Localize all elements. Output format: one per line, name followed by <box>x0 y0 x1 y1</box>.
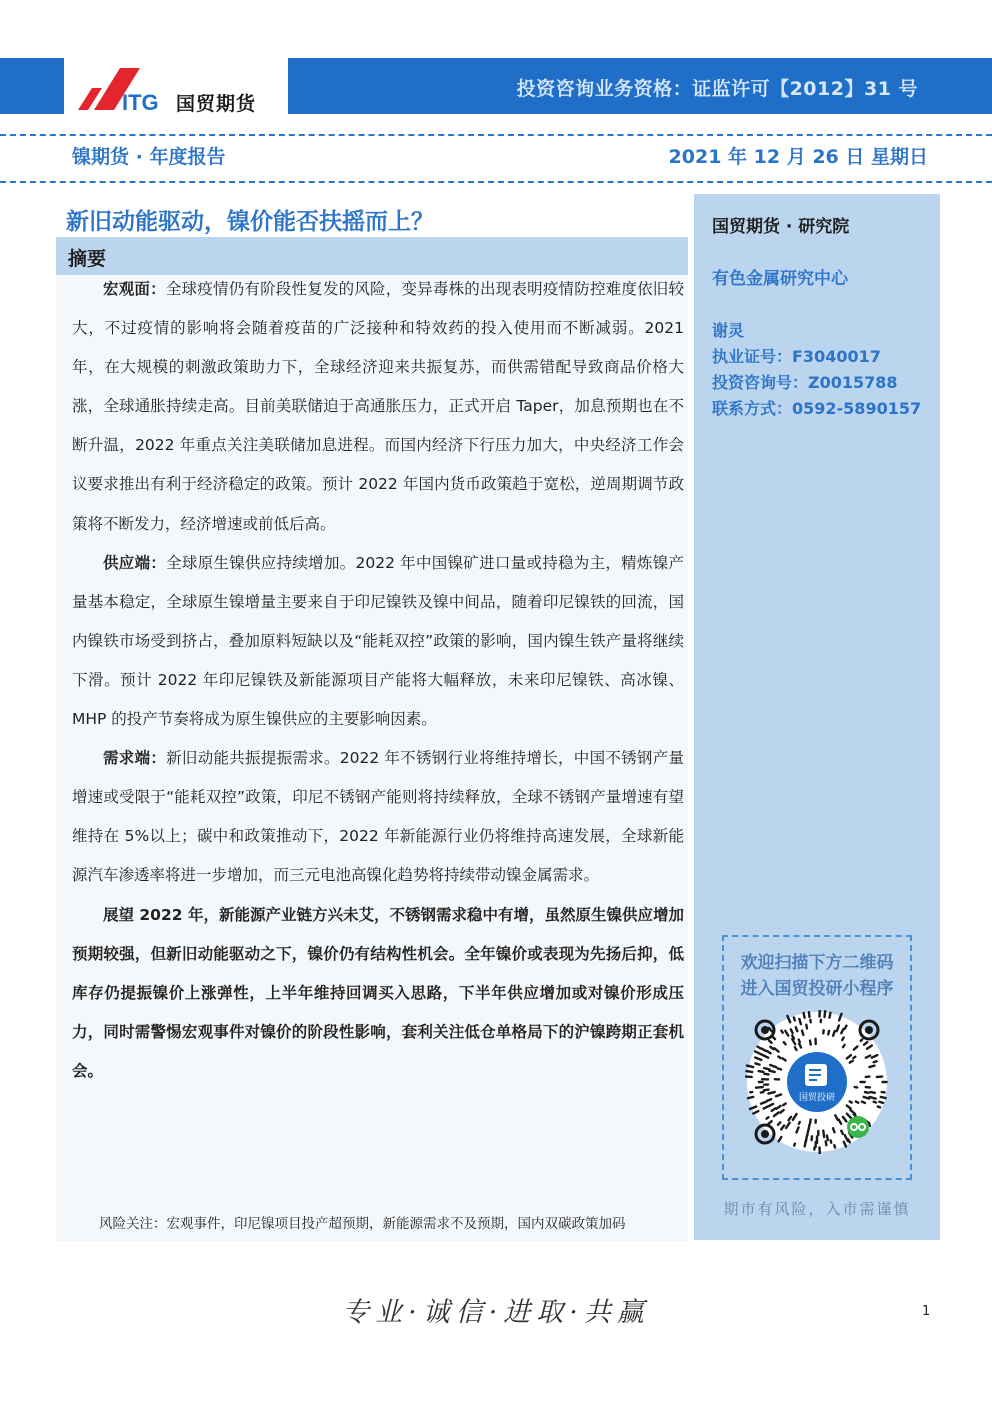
mini-program-qr-icon[interactable] <box>745 1010 889 1154</box>
paragraph-text: 全球疫情仍有阶段性复发的风险，变异毒株的出现表明疫情防控难度依旧较大，不过疫情的影响将会随着疫苗的广泛接种和特效药的投入使用而不断减弱。2021 年，在大规模的刺激政策助力下，全球经济迎来共振复苏，而供需错配导致商品价格大涨，全球通胀持续走高。目前美联储迫于高通胀压力，正式开启 Taper，加息预期也在不断升温，2022 年重点关注美联储加息进程。而国内经济下行压力加大，中央经济工作会议要求推出有利于经济稳定的政策。预计 2022 年国内货币政策趋于宽松，逆周期调节政策将不断发力，经济增速或前低后高。 <box>72 280 684 533</box>
license-text: 投资咨询业务资格：证监许可【2012】31 号 <box>516 78 918 100</box>
qr-caption-line2: 进入国贸投研小程序 <box>740 979 894 999</box>
report-date: 2021 年 12 月 26 日 星期日 <box>668 146 928 168</box>
abstract-body <box>72 270 684 1091</box>
page-number: 1 <box>922 1304 931 1319</box>
paragraph-text: 全球原生镍供应持续增加。2022 年中国镍矿进口量或持稳为主，精炼镍产量基本稳定，全球原生镍增量主要来自于印尼镍铁及镍中间品，随着印尼镍铁的回流，国内镍铁市场受到挤占，叠加原料短缺以及“能耗双控”政策的影响，国内镍生铁产量将继续下滑。预计 2022 年印尼镍铁及新能源项目产能将大幅释放，未来印尼镍铁、高冰镍、MHP 的投产节奏将成为原生镍供应的主要影响因素。 <box>72 553 684 729</box>
contact-info: 联系方式：0592-5890157 <box>712 399 922 418</box>
divider-bottom <box>0 181 992 183</box>
paragraph-text: 新旧动能共振提振需求。2022 年不锈钢行业将维持增长，中国不锈钢产量增速或受限于“能耗双控”政策，印尼不锈钢产能则将持续释放，全球不锈钢产量增速有望维持在 5%以上；碳中和政策推动下，2022 年新能源行业仍将维持高速发展，全球新能源汽车渗透率将进一步增加，而三元电池高镍化趋势将持续带动镍金属需求。 <box>72 749 684 885</box>
qr-caption-line1: 欢迎扫描下方二维码 <box>740 953 894 973</box>
logo-brand: ITG <box>122 90 159 112</box>
analyst-name: 谢灵 <box>712 321 745 340</box>
risk-slogan: 期市有风险，入市需谨慎 <box>723 1200 911 1218</box>
sidebar-org: 国贸期货 · 研究院 <box>712 217 850 237</box>
logo-text: 国贸期货 <box>176 93 257 115</box>
risk-notice: 风险关注：宏观事件，印尼镍项目投产超预期，新能源需求不及预期，国内双碳政策加码 <box>99 1216 626 1232</box>
footer-motto: 专业·诚信·进取·共赢 <box>342 1297 650 1328</box>
itg-logo-icon <box>76 66 176 112</box>
paragraph-demand <box>72 739 684 895</box>
paragraph-lead: 供应端： <box>103 553 167 572</box>
sidebar-center: 有色金属研究中心 <box>712 269 848 289</box>
qr-center-label: 国贸投研 <box>798 1093 836 1103</box>
divider-top <box>0 134 992 136</box>
qr-caption <box>722 950 912 1002</box>
paragraph-macro <box>72 270 684 544</box>
page-title: 新旧动能驱动，镍价能否扶摇而上？ <box>66 209 434 235</box>
paragraph-text: 展望 2022 年，新能源产业链方兴未艾，不锈钢需求稳中有增，虽然原生镍供应增加预期较强，但新旧动能驱动之下，镍价仍有结构性机会。全年镍价或表现为先扬后抑，低库存仍提振镍价上涨弹性，上半年维持回调买入思路，下半年供应增加或对镍价形成压力，同时需警惕宏观事件对镍价的阶段性影响，套利关注低仓单格局下的沪镍跨期正套机会。 <box>72 905 684 1080</box>
paragraph-outlook <box>72 896 684 1091</box>
license-number: 执业证号：F3040017 <box>712 347 881 366</box>
report-type: 镍期货 · 年度报告 <box>72 146 226 168</box>
consult-number: 投资咨询号：Z0015788 <box>712 373 898 392</box>
paragraph-supply <box>72 544 684 739</box>
paragraph-lead: 宏观面： <box>103 280 166 298</box>
abstract-label: 摘要 <box>68 248 107 270</box>
paragraph-lead: 需求端： <box>103 749 167 768</box>
